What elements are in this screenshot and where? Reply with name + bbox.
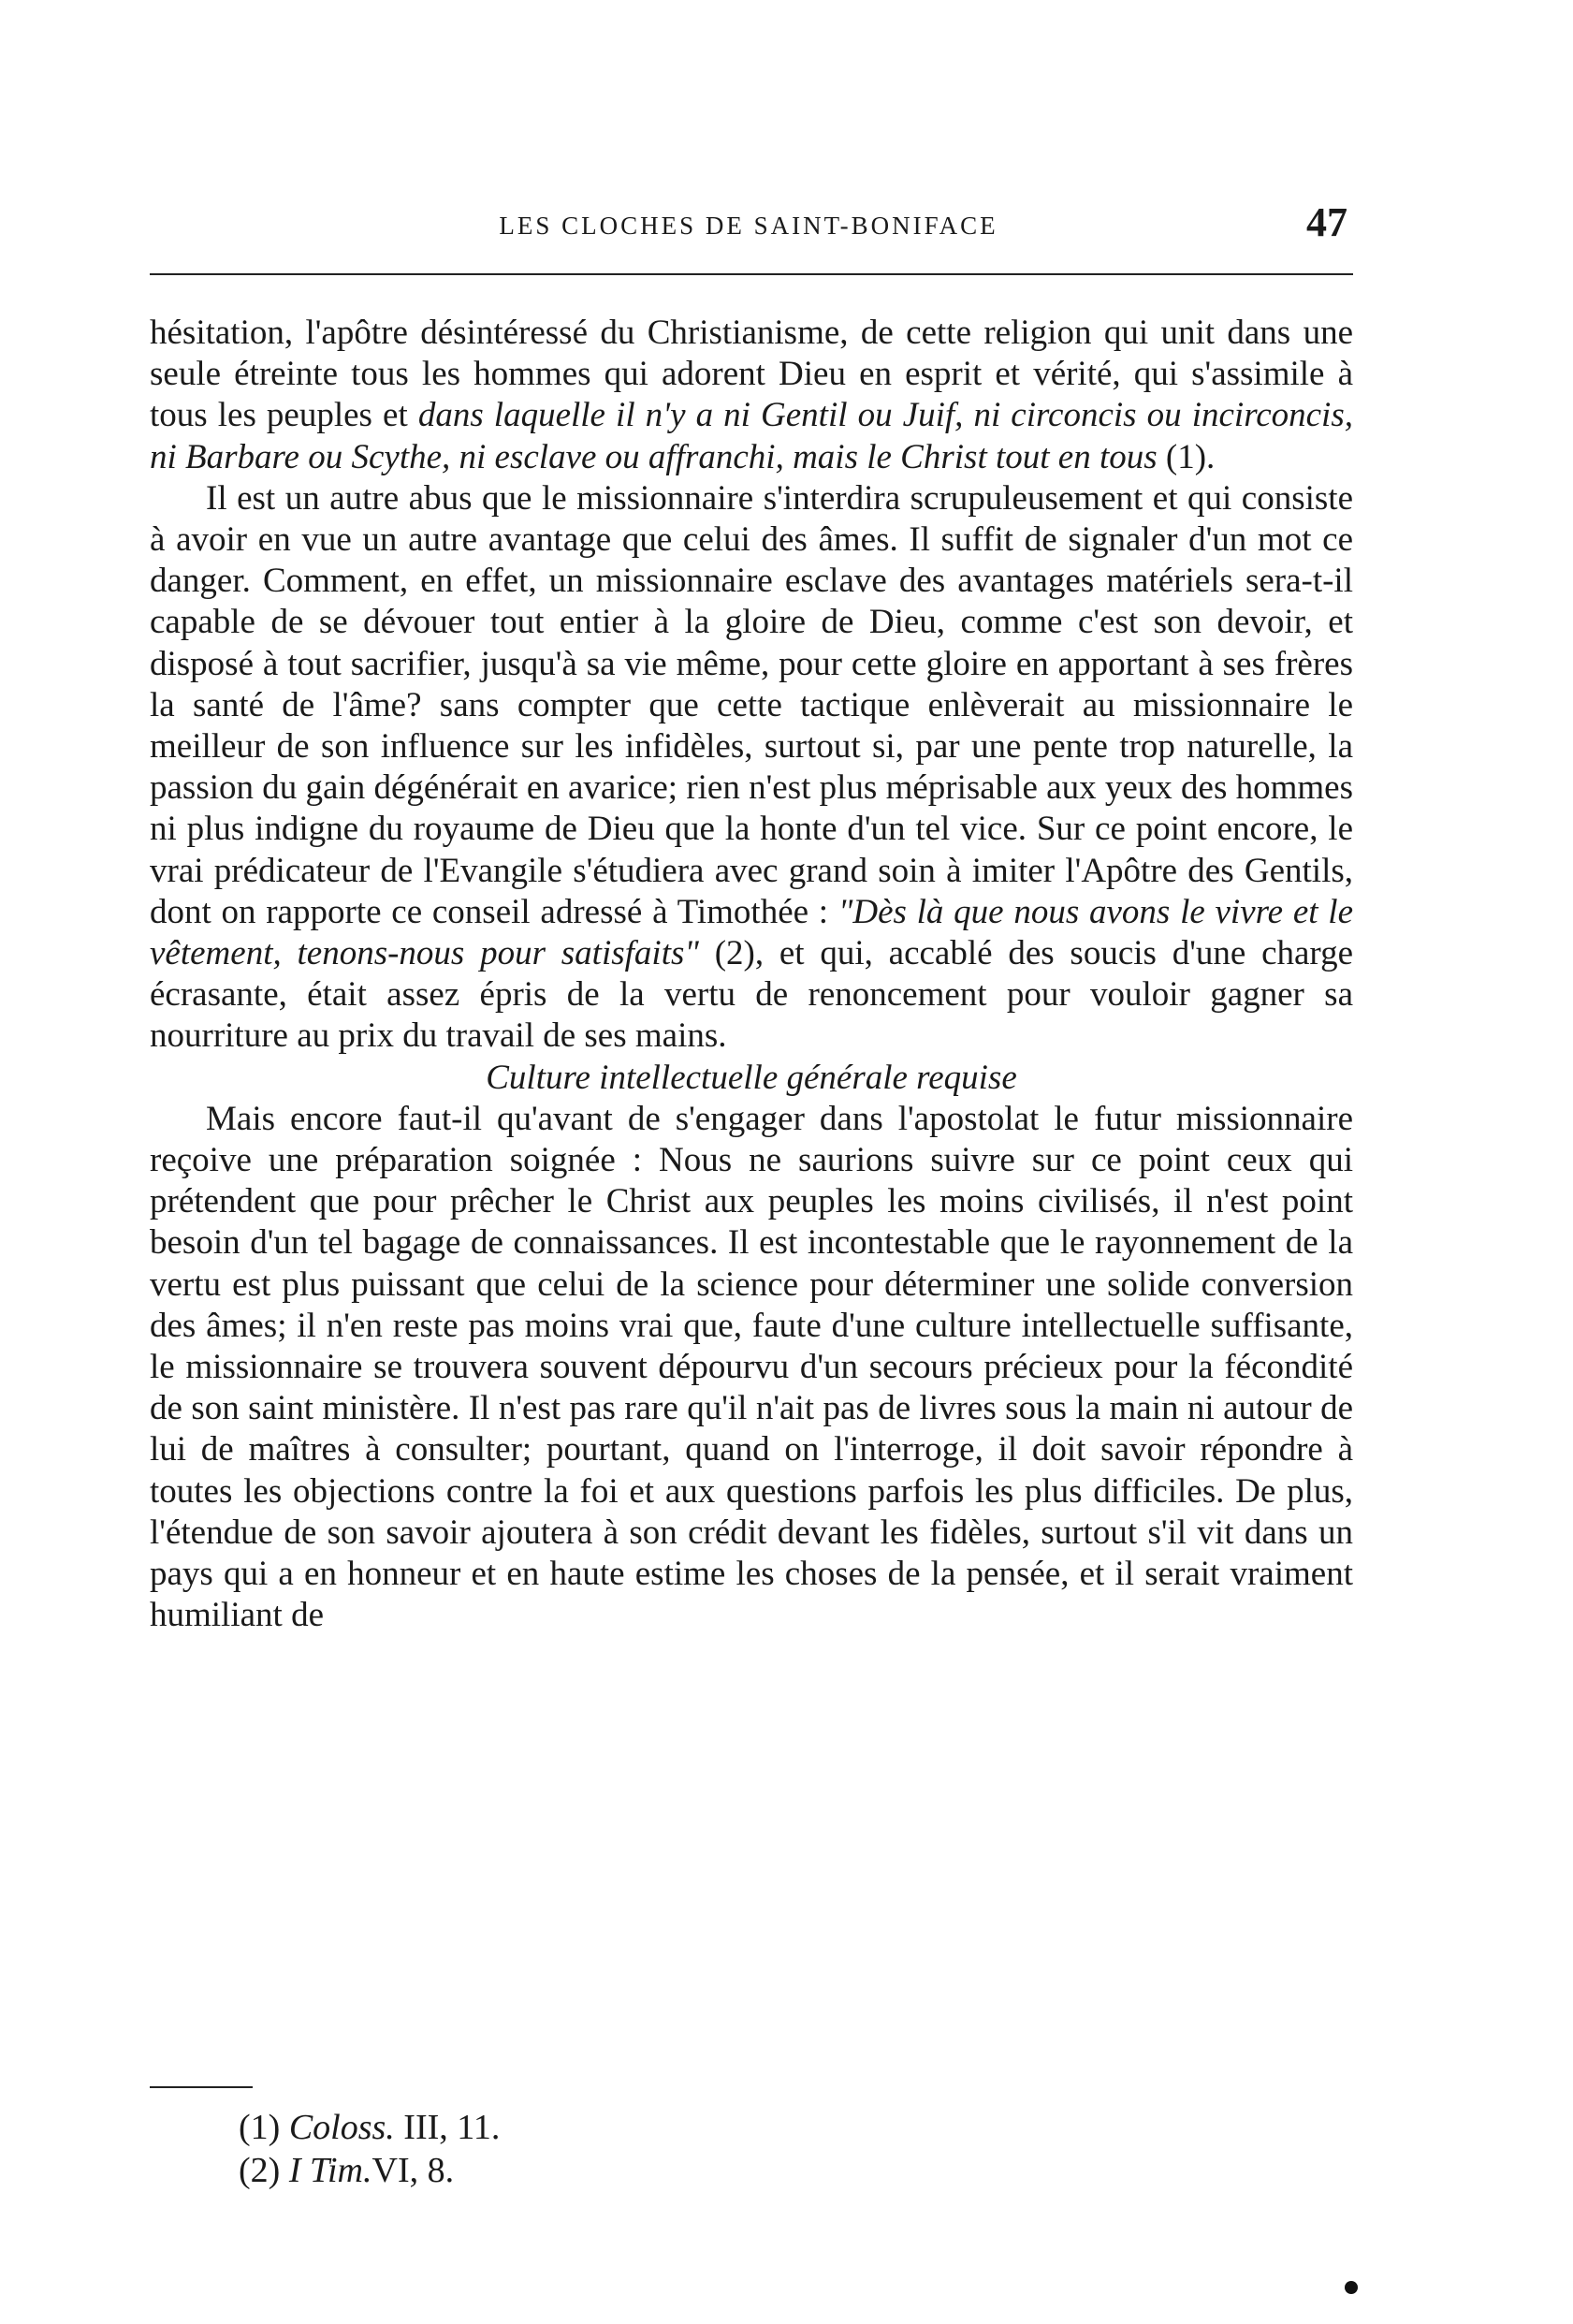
footnotes: [239, 2106, 987, 2192]
footnote-2-number: (2): [239, 2151, 281, 2190]
footnote-2-ref: I Tim.: [288, 2151, 372, 2190]
paragraph-2-text: Il est un autre abus que le missionnaire s'interdira scrupuleusement et qui consiste à avoir en vue un autre avantage que celui des âmes. Il suffit de signaler d'un mot ce danger. Comment, en effet, un missionnaire esclave des avantages matériels sera-t-il capable de se dévouer tout entier à la gloire de Dieu, comme c'est son devoir, et disposé à tout sacrifier, jusqu'à sa vie même, pour cette gloire en apportant à ses frères la santé de l'âme? sans compter que cette tactique enlèverait au missionnaire le meilleur de son influence sur les infidèles, surtout si, par une pente trop naturelle, la passion du gain dégénérait en avarice; rien n'est plus méprisable aux yeux des hommes ni plus indigne du royaume de Dieu que la honte d'un tel vice. Sur ce point encore, le vrai prédicateur de l'Evangile s'étudiera avec grand soin à imiter l'Apôtre des Gentils, dont on rapporte ce conseil adressé à Timothée :: [150, 478, 1353, 931]
footnote-1-number: (1): [239, 2108, 281, 2147]
colossians-quote: dans laquelle il n'y a ni Gentil ou Juif, ni circoncis ou incirconcis, ni Barbare ou Scythe, ni esclave ou affranchi, mais le Christ tout en tous: [150, 396, 1353, 476]
paragraph-3: Mais encore faut-il qu'avant de s'engager dans l'apostolat le futur missionnaire reçoive une préparation soignée : Nous ne saurions suivre sur ce point ceux qui prétendent que pour prêcher le Christ aux peuples les moins civilisés, il n'est point besoin d'un tel bagage de connaissances. Il est incontestable que le rayonnement de la vertu est plus puissant que celui de la science pour déterminer une solide conversion des âmes; il n'en reste pas moins vrai que, faute d'une culture intellectuelle suffisante, le missionnaire se trouvera souvent dépourvu d'un secours précieux pour la fécondité de son saint ministère. Il n'est pas rare qu'il n'ait pas de livres sous la main ni autour de lui de maîtres à consulter; pourtant, quand on l'interroge, il doit savoir répondre à toutes les objections contre la foi et aux questions parfois les plus difficiles. De plus, l'étendue de son savoir ajoutera à son crédit devant les fidèles, surtout s'il vit dans un pays qui a en honneur et en haute estime les choses de la pensée, et il serait vraiment humiliant de: [150, 1099, 1353, 1635]
footnote-2-rest: VI, 8.: [371, 2151, 455, 2190]
footnote-2: [239, 2149, 987, 2192]
running-title: LES CLOCHES DE SAINT-BONIFACE: [499, 212, 998, 240]
footnote-rule: [150, 2086, 253, 2088]
section-subheading: Culture intellectuelle générale requise: [486, 1058, 1017, 1097]
paragraph-2: [150, 478, 1353, 1058]
paragraph-1: [150, 313, 1353, 478]
footnote-ref-1: (1).: [1157, 437, 1216, 476]
body-text: [150, 313, 1353, 1637]
header-rule: [150, 273, 1353, 275]
footnote-1-rest: III, 11.: [394, 2108, 501, 2147]
page-header: [150, 193, 1347, 249]
footnote-1: [239, 2106, 987, 2149]
page-mark: [1345, 2281, 1358, 2294]
page-number: 47: [1306, 199, 1347, 245]
paragraph-2-end: (2), et qui, accablé des soucis d'une charge écrasante, était assez épris de la vertu de renoncement pour vouloir gagner sa nourriture au prix du travail de ses mains.: [150, 934, 1353, 1056]
footnote-1-ref: Coloss.: [288, 2108, 395, 2147]
timothy-quote: "Dès là que nous avons le vivre et le vêtement, tenons-nous pour satisfaits": [150, 892, 1353, 973]
paragraph-1-text: hésitation, l'apôtre désintéressé du Christianisme, de cette religion qui unit dans une seule étreinte tous les hommes qui adorent Dieu en esprit et vérité, qui s'assimile à tous les peuples et: [150, 314, 1353, 435]
